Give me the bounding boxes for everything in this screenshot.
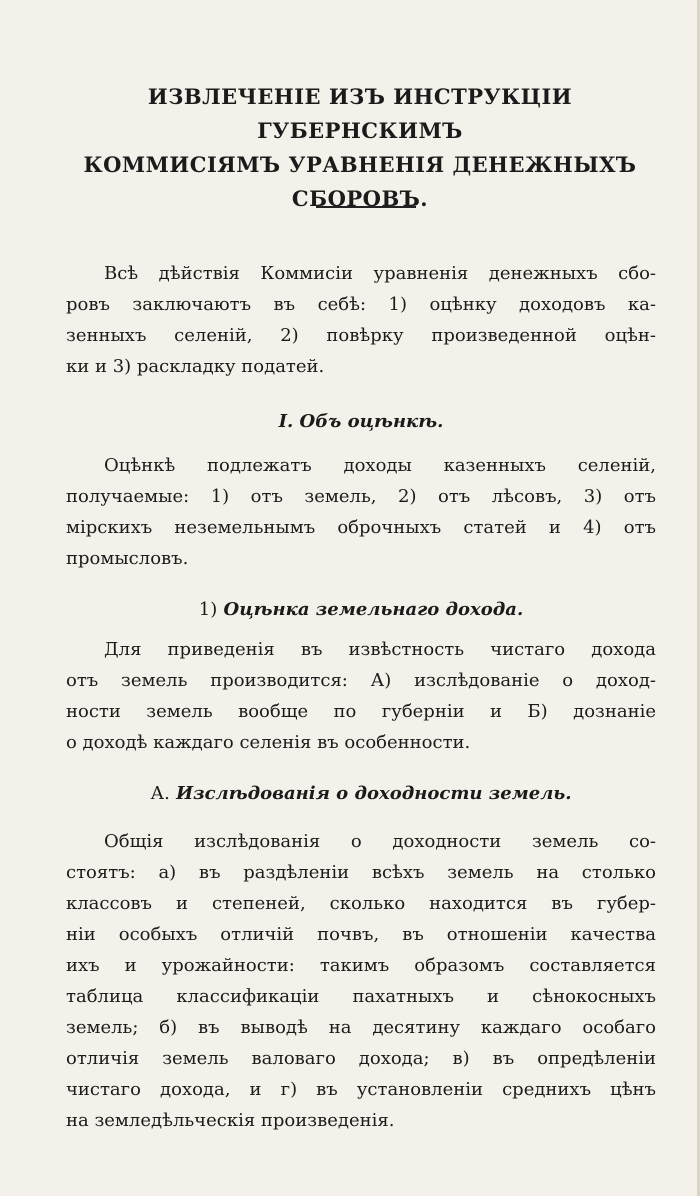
section-heading-1 bbox=[66, 408, 656, 436]
subsection1-paragraph bbox=[66, 634, 656, 758]
title-line: ИЗВЛЕЧЕНІЕ ИЗЪ ИНСТРУКЦІИ ГУБЕРНСКИМЪ bbox=[147, 84, 573, 143]
subsection-title: Изслѣдованія о доходности земель. bbox=[176, 783, 572, 804]
title-line: КОММИСІЯМЪ УРАВНЕНІЯ ДЕНЕЖНЫХЪ bbox=[83, 152, 637, 177]
text-line: Оцѣнкѣ подлежатъ доходы казенныхъ селеній, bbox=[104, 455, 656, 476]
text-line: ровъ заключаютъ въ себѣ: 1) оцѣнку доходовъ ка- bbox=[66, 294, 656, 315]
text-line: земель; б) въ выводѣ на десятину каждаго особаго bbox=[66, 1017, 656, 1038]
text-line: стоятъ: а) въ раздѣленіи всѣхъ земель на столько bbox=[66, 862, 656, 883]
subsection-number: 1) bbox=[198, 599, 218, 620]
section1-paragraph bbox=[66, 450, 656, 574]
text-line: промысловъ. bbox=[66, 548, 189, 569]
text-line: о доходѣ каждаго селенія въ особенности. bbox=[66, 732, 471, 753]
title-divider bbox=[316, 206, 416, 208]
subsectionA-paragraph bbox=[66, 826, 656, 1136]
text-line: Общія изслѣдованія о доходности земель со- bbox=[104, 831, 656, 852]
section-title: Объ оцѣнкѣ. bbox=[299, 411, 444, 432]
text-line: классовъ и степеней, сколько находится въ губер- bbox=[66, 893, 656, 914]
text-line: на земледѣльческія произведенія. bbox=[66, 1110, 395, 1131]
text-line: отличія земель валоваго дохода; в) въ опредѣленіи bbox=[66, 1048, 656, 1069]
text-line: Для приведенія въ извѣстность чистаго дохода bbox=[104, 639, 656, 660]
text-line: зенныхъ селеній, 2) повѣрку произведенной оцѣн- bbox=[66, 325, 656, 346]
text-line: ихъ и урожайности: такимъ образомъ составляется bbox=[66, 955, 656, 976]
subsection-letter: А. bbox=[150, 783, 170, 804]
title-line: СБОРОВЪ. bbox=[291, 186, 429, 211]
text-line: ки и 3) раскладку податей. bbox=[66, 356, 325, 377]
text-line: Всѣ дѣйствія Коммисіи уравненія денежныхъ сбо- bbox=[104, 263, 656, 284]
section-number: I. bbox=[278, 411, 294, 432]
subsection-title: Оцѣнка земельнаго дохода. bbox=[223, 599, 524, 620]
text-line: отъ земель производится: А) изслѣдованіе о доход- bbox=[66, 670, 656, 691]
text-line: ніи особыхъ отличій почвъ, въ отношеніи качества bbox=[66, 924, 656, 945]
subsection-heading-1 bbox=[66, 596, 656, 624]
text-line: мірскихъ неземельнымъ оброчныхъ статей и 4) отъ bbox=[66, 517, 656, 538]
text-line: ности земель вообще по губерніи и Б) дознаніе bbox=[66, 701, 656, 722]
text-line: таблица классификаціи пахатныхъ и сѣнокосныхъ bbox=[66, 986, 656, 1007]
intro-paragraph bbox=[66, 258, 656, 382]
subsection-heading-a bbox=[66, 780, 656, 808]
text-line: чистаго дохода, и г) въ установленіи среднихъ цѣнъ bbox=[66, 1079, 656, 1100]
page-title bbox=[50, 80, 670, 216]
text-line: получаемые: 1) отъ земель, 2) отъ лѣсовъ, 3) отъ bbox=[66, 486, 656, 507]
